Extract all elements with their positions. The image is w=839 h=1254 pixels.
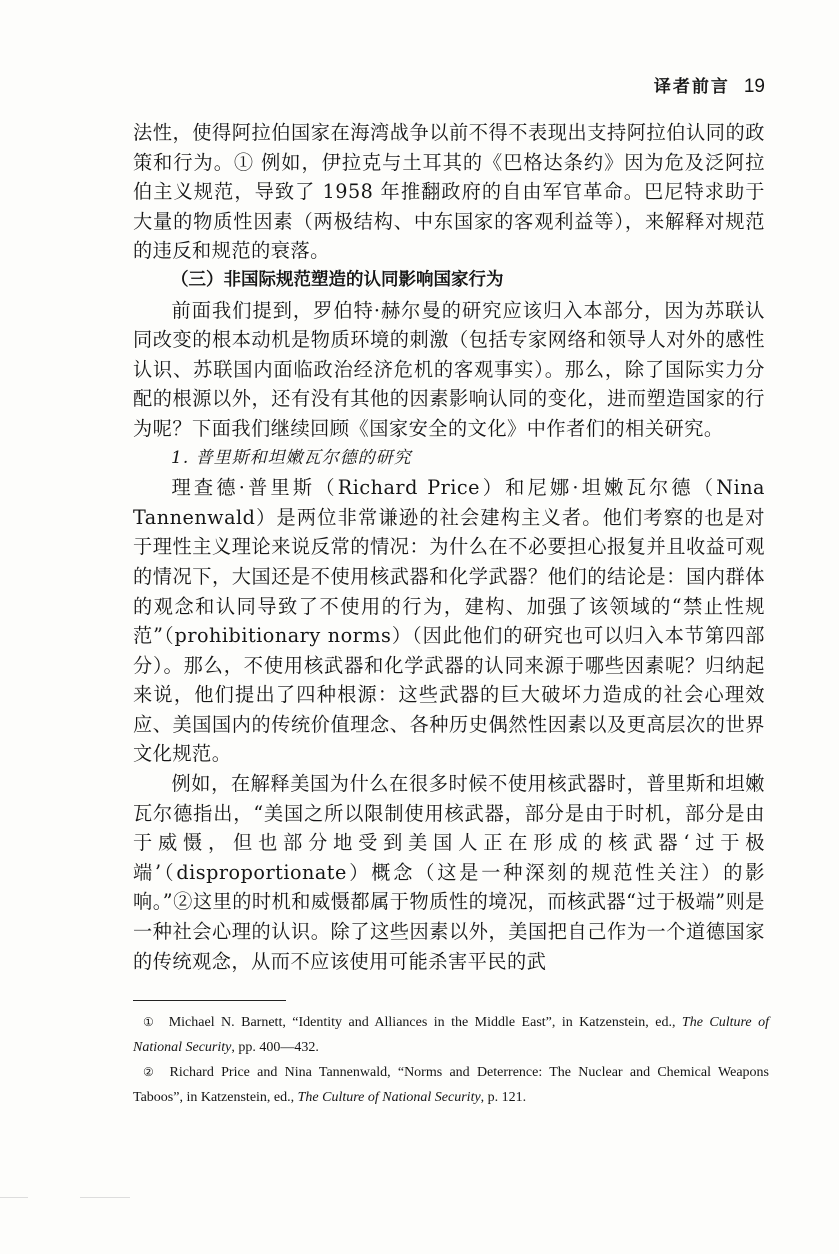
footnotes [133, 1010, 769, 1110]
page-body [133, 118, 765, 976]
paragraph-4: 例如，在解释美国为什么在很多时候不使用核武器时，普里斯和坦嫩瓦尔德指出，“美国之所以限制使用核武器，部分是由于时机，部分是由于威慑，但也部分地受到美国人正在形成的核武器‘过于极端’（disproportionate）概念（这是一种深刻的规范性关注）的影响。”②这里的时机和威慑都属于物质性的境况，而核武器“过于极端”则是一种社会心理的认识。除了这些因素以外，美国把自己作为一个道德国家的传统观念，从而不应该使用可能杀害平民的武 [133, 772, 765, 973]
footnote-text: Michael N. Barnett, “Identity and Alliances in the Middle East”, in Katzenstein, ed., [168, 1015, 682, 1030]
footnote-pages: , pp. 400—432. [231, 1040, 319, 1055]
paragraph-2: 前面我们提到，罗伯特·赫尔曼的研究应该归入本部分，因为苏联认同改变的根本动机是物质环境的刺激（包括专家网络和领导人对外的感性认识、苏联国内面临政治经济危机的客观事实）。那么，除了国际实力分配的根源以外，还有没有其他的因素影响认同的变化，进而塑造国家的行为呢？下面我们继续回顾《国家安全的文化》中作者们的相关研究。 [133, 298, 765, 440]
footnote-book-title: The Culture of National Security [297, 1090, 481, 1105]
footnote-mark: ② [143, 1065, 158, 1079]
running-header [654, 72, 765, 98]
footnote-book-title: The Culture of National Security [133, 1015, 769, 1055]
subsection-heading: 1. 普里斯和坦嫩瓦尔德的研究 [171, 447, 412, 468]
paragraph-3: 理查德·普里斯（Richard Price）和尼娜·坦嫩瓦尔德（Nina Tannenwald）是两位非常谦逊的社会建构主义者。他们考察的也是对于理性主义理论来说反常的情况：为什么在不必要担心报复并且收益可观的情况下，大国还是不使用核武器和化学武器？他们的结论是：国内群体的观念和认同导致了不使用的行为，建构、加强了该领域的“禁止性规范”（prohibitionary norms）（因此他们的研究也可以归入本节第四部分）。那么，不使用核武器和化学武器的认同来源于哪些因素呢？归纳起来说，他们提出了四种根源：这些武器的巨大破坏力造成的社会心理效应、美国国内的传统价值理念、各种历史偶然性因素以及更高层次的世界文化规范。 [133, 476, 765, 766]
section-heading: （三）非国际规范塑造的认同影响国家行为 [171, 269, 504, 290]
running-header-title: 译者前言 [653, 77, 730, 97]
page-number: 19 [743, 76, 765, 97]
scan-artifact [80, 1197, 130, 1198]
scan-artifact [0, 1197, 28, 1198]
footnote-2 [133, 1060, 769, 1110]
footnote-divider [133, 1000, 286, 1001]
footnote-mark: ① [143, 1015, 157, 1029]
paragraph-1: 法性，使得阿拉伯国家在海湾战争以前不得不表现出支持阿拉伯认同的政策和行为。① 例如，伊拉克与土耳其的《巴格达条约》因为危及泛阿拉伯主义规范，导致了 1958 年推翻政府的自由军官革命。巴尼特求助于大量的物质性因素（两极结构、中东国家的客观利益等），来解释对规范的违反和规范的衰落。 [133, 121, 765, 263]
footnote-1 [133, 1010, 769, 1060]
footnote-pages: , p. 121. [480, 1090, 527, 1105]
footnote-text: Richard Price and Nina Tannenwald, “Norms and Deterrence: The Nuclear and Chemical Weapons Taboos”, in Katzenstein, ed., [133, 1065, 769, 1105]
